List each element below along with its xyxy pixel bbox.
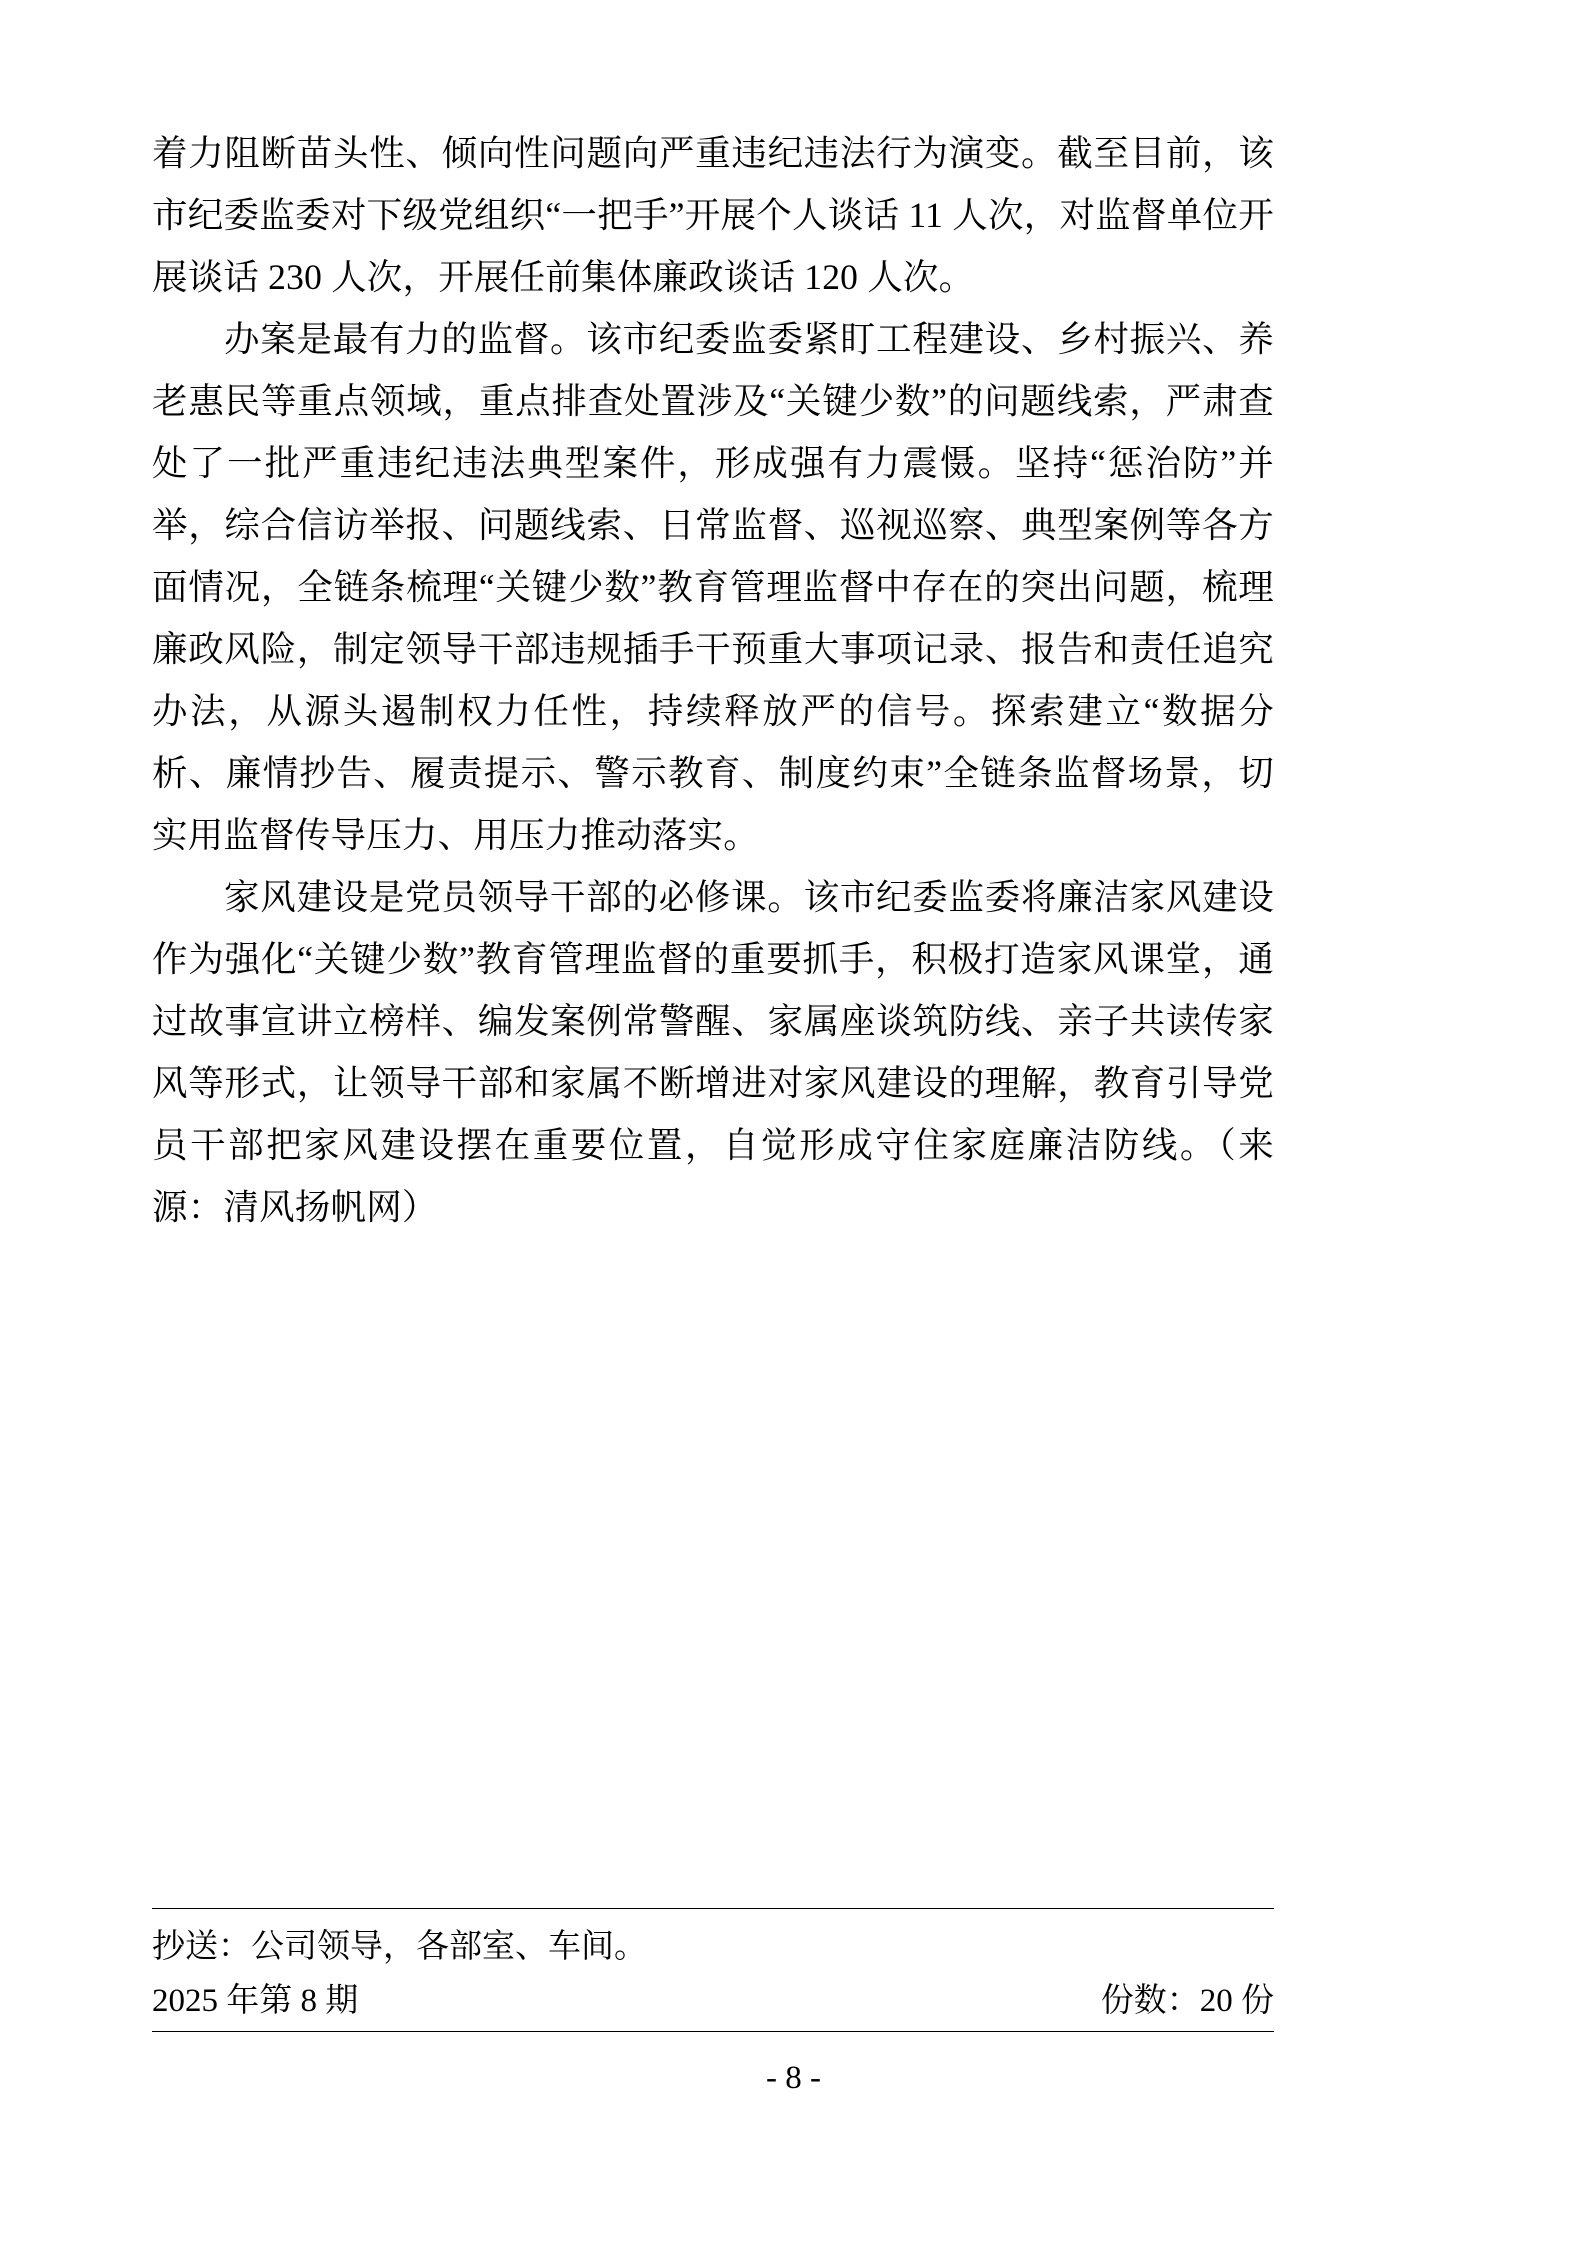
footer-issue-row xyxy=(152,1975,1274,2027)
document-footer xyxy=(152,1908,1274,2032)
document-body xyxy=(152,122,1274,1238)
paragraph-3: 家风建设是党员领导干部的必修课。该市纪委监委将廉洁家风建设作为强化“关键少数”教育管理监督的重要抓手，积极打造家风课堂，通过故事宣讲立榜样、编发案例常警醒、家属座谈筑防线、亲子共读传家风等形式，让领导干部和家属不断增进对家风建设的理解，教育引导党员干部把家风建设摆在重要位置，自觉形成守住家庭廉洁防线。（来源：清风扬帆网） xyxy=(152,877,1274,1227)
paragraph-2: 办案是最有力的监督。该市纪委监委紧盯工程建设、乡村振兴、养老惠民等重点领域，重点排查处置涉及“关键少数”的问题线索，严肃查处了一批严重违纪违法典型案件，形成强有力震慑。坚持“惩治防”并举，综合信访举报、问题线索、日常监督、巡视巡察、典型案例等各方面情况，全链条梳理“关键少数”教育管理监督中存在的突出问题，梳理廉政风险，制定领导干部违规插手干预重大事项记录、报告和责任追究办法，从源头遏制权力任性，持续释放严的信号。探索建立“数据分析、廉情抄告、履责提示、警示教育、制度约束”全链条监督场景，切实用监督传导压力、用压力推动落实。 xyxy=(152,319,1274,855)
paragraph-1: 着力阻断苗头性、倾向性问题向严重违纪违法行为演变。截至目前，该市纪委监委对下级党组织“一把手”开展个人谈话 11 人次，对监督单位开展谈话 230 人次，开展任前集体廉政谈话 120 人次。 xyxy=(152,133,1274,297)
footer-distribution: 抄送：公司领导，各部室、车间。 xyxy=(152,1929,647,1965)
footer-divider-bottom xyxy=(152,2031,1274,2032)
footer-issue: 2025 年第 8 期 xyxy=(152,1983,359,2019)
footer-copies: 份数：20 份 xyxy=(1100,1983,1274,2019)
page-number: - 8 - xyxy=(766,2060,821,2096)
